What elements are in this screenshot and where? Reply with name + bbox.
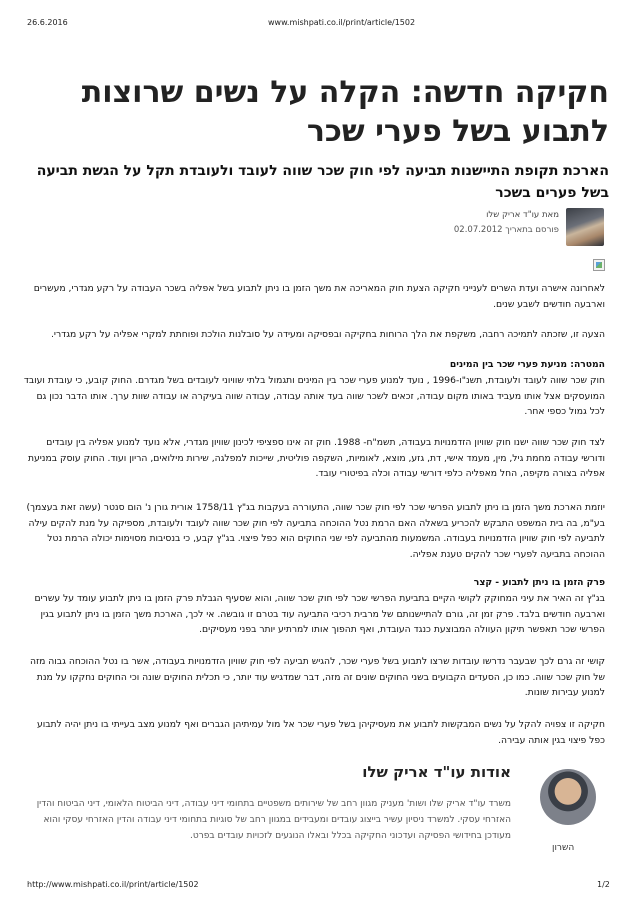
paragraph-4: לצד חוק שכר שווה ישנו חוק שוויון הזדמנויות בעבודה, תשמ"ח- 1988. חוק זה אינו ספציפי לכינון שוויון מגדרי, אלא נועד למנוע אפליה בין עובדים ודורשי עבודה מחמת גיל, מין, מעמד אישי, דת, גזע, מוצא, לאומיות, השקפה פוליטית, שייכות למפלגה, שירות מילואים, הריון ועוד. החוק עוסק במניעת אפליה בצורה מקיפה, החל מאפליה כלפי דורשי עבודה וכלה בפיטורי עובד. [27,437,605,479]
paragraph-7: קושי זה גרם לכך שבעבר נדרשו עובדות שרצו לתבוע בשל פערי שכר, להגיש תביעה לפי חוק שוויון הזדמנויות בעבודה, אשר בו נטל ההוכחה גבוה מזה של חוק שכר שווה. כמו כן, הסעדים הקבועים בשני החוקים שונים זה מזה, דבר שמדגיש עוד יותר, כי תכלית החוקים שונה וכי החוקים נחקקו על מנת למנוע עבירות שונות. [29,656,605,698]
article-title-line-2: לתבוע בשל פערי שכר [306,114,609,149]
section-heading-2: פרק הזמן בו ניתן לתבוע - קצר [473,577,605,588]
paragraph-5: יוזמת הארכת משך הזמן בו ניתן לתבוע הפרשי שכר לפי חוק שכר שווה, התעוררה בעקבות בג"ץ 1758/11 אורית גורן נ' הום סנטר (עשה זאת בעצמך) בע"מ, בה בית המשפט התבקש להכריע בשאלה האם הרמת נטל ההוכחה בתביעה לפי חוק שכר שווה לעובד ולעובדת, מספיקה על מנת להקים עילה לתביעה לפי חוק שוויון הזדמנויות בעבודה. המשמעות מהתביעה לפי שני החוקים הוא כפל פיצוי. בג"ץ קבע, כי בנסיבות מסוימות יכולה הרמת נטל ההוכחה בתביעה לפערי שכר להקים טענת אפליה. [26,502,605,560]
about-photo-caption: השרון [552,843,575,853]
article-subtitle: הארכת תקופת התיישנות תביעה לפי חוק שכר שווה לעובד ולעובדת תקל על הגשת תביעה בשל פערים בשכר [36,163,609,201]
about-author-text: משרד עו"ד אריק שלו ושות' מעניק מגוון רחב של שירותים משפטיים בתחומי דיני עבודה, דיני הביטוח הלאומי, דיני הביטוח והדין האזרחי עסקי. למשרד ניסיון עשיר בייצוג עובדים ומעבידים במגוון רחב של סוגיות בתחומי דיני עבודה והדין האזרחי עסקי והוא מעודכן בחידושי הפסיקה ועדכוני החקיקה בכלל ובאלו הנוגעים לזכויות עובדים בפרט. [36,799,511,841]
print-header-url: www.mishpati.co.il/print/article/1502 [268,18,416,27]
paragraph-3: חוק שכר שווה לעובד ולעובדת, תשנ"ו-1996 , נועד למנוע פערי שכר בין המינים ותגמול בלתי שוויוני לעובדים בשל מגדרם. החוק קובע, כי עובדת ועובד המועסקים אצל אותו מעביד באותו מקום עבודה, זכאים לשכר שווה בעד אותה עבודה, עבודה שווה בעיקרה או עבודה שוות ערך. אותו הדבר נכון גם לכל גמול כספי אחר. [23,375,605,417]
paragraph-8: חקיקה זו צפויה להקל על נשים המבקשות לתבוע את מעסיקיהן בשל פערי שכר אל מול עמיתיהן הגברים ואף למנוע מצב בעייתי בו ניתן יהיה לתבוע כפל פיצוי בגין אותה עבירה. [36,719,605,746]
print-date: 26.6.2016 [27,18,68,27]
publish-date: פורסם בתאריך 02.07.2012 [453,225,559,235]
paragraph-6: בג"ץ זה האיר את עיני המחוקק לקושי הקיים בתביעת הפרשי שכר לפי חוק שכר שווה, והוא שסעיף הגבלת פרק הזמן בו ניתן לתבוע עומד על עשרים וארבעה חודשים בלבד. פרק זמן זה, גורם להתיישנותם של מרבית רכיבי התביעה עוד בטרם זו גובשה. אי לכך, הארכת משך הזמן בו ניתן לתבוע בגין הפרשי שכר תאפשר תיקון העוולה המבוצעת כנגד העובדת, ואף תהפוך אותו למרתיע יותר בפני מעסיקים. [34,593,605,635]
about-author-title: אודות עו"ד אריק שלו [362,763,511,781]
page-number: 1/2 [597,880,610,889]
article-title-line-1: חקיקה חדשה: הקלה על נשים שרוצות [81,75,609,110]
author-avatar [566,208,604,246]
about-author-photo [540,769,596,825]
paragraph-1: לאחרונה אישרה ועדת השרים לענייני חקיקה הצעת חוק המאריכה את משך הזמן בו ניתן לתבוע בשל אפליה בשכר העבודה על רקע מגדרי, מעשרים וארבעה חודשים לשבע שנים. [33,283,605,310]
print-footer-url: http://www.mishpati.co.il/print/article/1502 [27,880,199,889]
article-title [19,73,609,151]
broken-image-icon [593,259,605,271]
section-heading-1: המטרה: מניעת פערי שכר בין המינים [449,359,605,370]
author-byline: מאת עו"ד אריק שלו [486,210,559,220]
paragraph-2: הצעה זו, שזכתה לתמיכה רחבה, משקפת את הלך הרוחות בחקיקה ובפסיקה ומעידה על סובלנות הולכת ופוחתת למקרי אפליה על רקע מגדרי. [51,329,605,340]
